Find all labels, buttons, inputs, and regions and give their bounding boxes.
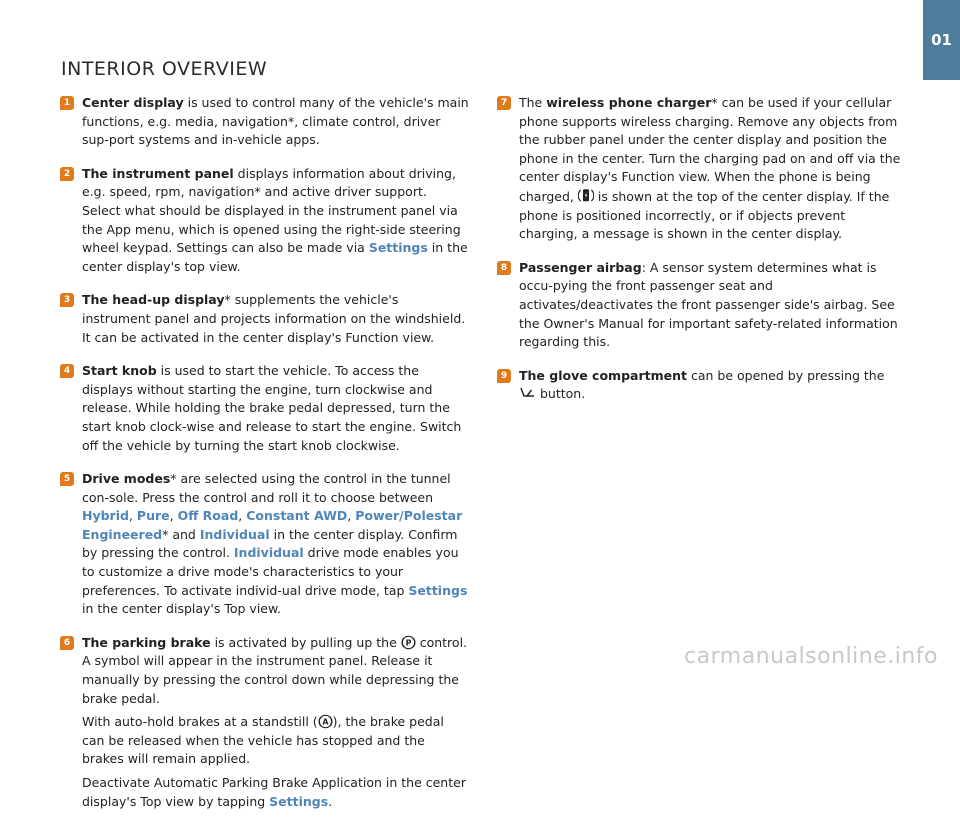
- svg-text:P: P: [405, 638, 412, 648]
- item-number-badge: 1: [60, 96, 74, 110]
- list-item-4: [61, 362, 469, 455]
- item-text: is activated by pulling up the: [210, 634, 401, 650]
- chapter-tab[interactable]: [923, 0, 960, 80]
- item-number-badge: 2: [60, 167, 74, 181]
- item-keyword: Start knob: [82, 363, 157, 379]
- left-column: [61, 94, 469, 826]
- phone-charging-icon: [578, 187, 594, 204]
- item-number-badge: 4: [60, 364, 74, 378]
- item-number-badge: 7: [497, 96, 511, 110]
- item-number-badge: 3: [60, 293, 74, 307]
- auto-hold-icon: [318, 714, 333, 729]
- item-keyword: The head-up display: [82, 292, 225, 308]
- item-keyword: Passenger airbag: [519, 259, 642, 275]
- item-text: is shown at the top of the center display. If the phone is positioned incorrectly, or if objects prevent charging, a message is shown in the center display.: [519, 188, 890, 242]
- item-text: is used to control many of the vehicle's main functions, e.g. media, navigation*, climate control, driver sup-port systems and in-vehicle apps.: [82, 95, 469, 148]
- drive-mode-off-road: Off Road: [177, 508, 239, 524]
- drive-mode-individual: Individual: [233, 545, 304, 561]
- item-keyword: The instrument panel: [82, 165, 234, 181]
- list-item-8: [498, 259, 902, 352]
- item-text: ,: [238, 508, 247, 524]
- item-text: ,: [169, 508, 178, 524]
- item-text: ,: [347, 508, 356, 524]
- item-keyword: wireless phone charger: [546, 95, 712, 110]
- item-text: With auto-hold brakes at a standstill (: [82, 714, 318, 730]
- item-text: in the center display's Top view.: [82, 601, 282, 617]
- item-keyword: Center display: [82, 95, 184, 110]
- item-text: * and: [162, 526, 200, 542]
- item-text: .: [328, 793, 333, 809]
- item-text: * are selected using the control in the tunnel con-sole. Press the control and roll it to choose between: [82, 471, 451, 505]
- settings-label: Settings: [368, 240, 428, 256]
- svg-text:A: A: [322, 717, 329, 727]
- item-text: control. A symbol will appear in the instrument panel. Release it manually by pressing the control down while depressing the brake pedal.: [82, 634, 468, 706]
- item-number-badge: 6: [60, 636, 74, 650]
- item-keyword: Drive modes: [82, 471, 171, 487]
- item-text: in the center display's top view.: [82, 240, 468, 274]
- item-text: in the center display. Confirm by pressing the control.: [82, 526, 458, 561]
- item-text: can be opened by pressing the: [686, 367, 885, 383]
- list-item-3: [61, 291, 469, 347]
- item-text: Deactivate Automatic Parking Brake Application in the center display's Top view by tapping: [82, 775, 466, 809]
- item-number-badge: 5: [60, 472, 74, 486]
- settings-label: Settings: [269, 793, 329, 809]
- item-text: * can be used if your cellular phone supports wireless charging. Remove any objects from the rubber panel under the center display and position the phone in the center. Turn the charging pad on and off via the center display's Function view. When the phone is being charged,: [519, 95, 901, 204]
- list-item-1: [61, 94, 469, 150]
- page-title: INTERIOR OVERVIEW: [61, 58, 268, 80]
- item-keyword: The glove compartment: [519, 367, 687, 383]
- item-text: drive mode enables you to customize a drive mode's characteristics to your preferences. To activate individ-ual drive mode, tap: [82, 545, 459, 598]
- list-item-7: [498, 94, 902, 244]
- item-text: The: [519, 95, 547, 110]
- item-text: ), the brake pedal can be released when the vehicle has stopped and the brakes will remain applied.: [82, 714, 444, 767]
- right-column: [498, 94, 902, 419]
- drive-mode-constant-awd: Constant AWD: [246, 508, 348, 524]
- drive-mode-pure: Pure: [136, 508, 170, 524]
- item-text: is used to start the vehicle. To access the displays without starting the engine, turn clockwise and release. While holding the brake pedal depressed, turn the start knob clock-wise and release to start the engine. Switch off the vehicle by turning the start knob clockwise.: [82, 363, 462, 453]
- item-text: * supplements the vehicle's instrument panel and projects information on the windshield. It can be activated in the center display's Function view.: [82, 292, 466, 345]
- item-keyword: The parking brake: [82, 634, 211, 650]
- item-text: button.: [536, 386, 586, 402]
- glove-compartment-icon: [519, 386, 536, 401]
- item-text: displays information about driving, e.g. speed, rpm, navigation* and active driver support. Select what should be displayed in the instrument panel via the App menu, which is opened using the right-side steering wheel keypad. Settings can also be made via: [82, 165, 461, 256]
- item-number-badge: 8: [497, 261, 511, 275]
- list-item-6: [61, 634, 469, 811]
- item-text: ,: [128, 508, 137, 524]
- drive-mode-individual: Individual: [199, 526, 270, 542]
- drive-mode-hybrid: Hybrid: [82, 508, 129, 524]
- list-item-5: [61, 470, 469, 619]
- chapter-number: 01: [931, 31, 952, 49]
- parking-brake-icon: [401, 635, 416, 650]
- item-text: : A sensor system determines what is occu-pying the front passenger seat and activates/deactivates the front passenger side's airbag. See the Owner's Manual for important safety-related information regarding this.: [519, 259, 898, 350]
- list-item-2: [61, 165, 469, 277]
- watermark: carmanualsonline.info: [684, 644, 938, 669]
- item-number-badge: 9: [497, 369, 511, 383]
- drive-mode-power: Power/Polestar Engineered: [82, 508, 463, 542]
- list-item-9: [498, 367, 902, 404]
- settings-label: Settings: [408, 582, 468, 598]
